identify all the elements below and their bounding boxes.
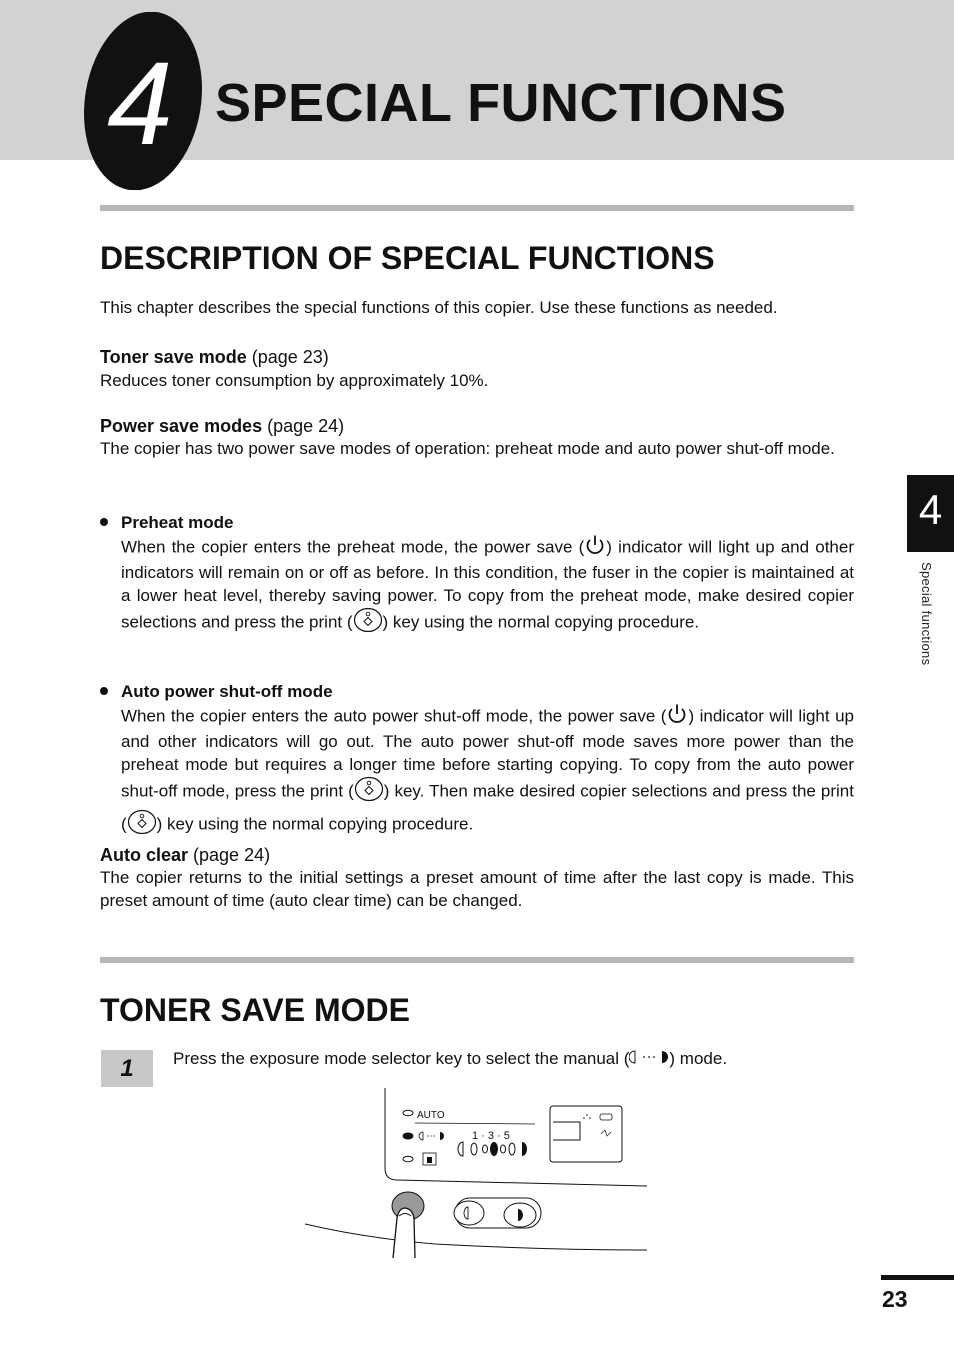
auto-off-text bbox=[121, 703, 854, 841]
step-number-badge: 1 bbox=[101, 1050, 153, 1087]
toner-save-page-ref: (page 23) bbox=[246, 347, 329, 367]
toner-save-title: Toner save mode bbox=[100, 347, 247, 367]
toner-save-heading bbox=[100, 346, 329, 368]
auto-off-text-2: ) indicator will light up and other indicators will go out. The auto power shut-off mode saves more power than the preheat mode but requires a longer time before starting copying. To copy from the auto power shut-off mode, press the print ( bbox=[121, 706, 854, 801]
preheat-text-3: ) key using the normal copying procedure. bbox=[382, 612, 700, 632]
description-intro: This chapter describes the special functions of this copier. Use these functions as needed. bbox=[100, 298, 778, 317]
section-divider bbox=[100, 205, 854, 211]
auto-label: AUTO bbox=[417, 1110, 445, 1121]
auto-clear-title: Auto clear bbox=[100, 845, 189, 865]
side-tab-number: 4 bbox=[918, 486, 943, 533]
power-save-title: Power save modes bbox=[100, 416, 263, 436]
page-number: 23 bbox=[882, 1286, 908, 1312]
manual-exposure-icon bbox=[629, 1049, 669, 1071]
description-section-title: DESCRIPTION OF SPECIAL FUNCTIONS bbox=[100, 240, 715, 276]
toner-save-section-title: TONER SAVE MODE bbox=[100, 992, 410, 1028]
side-tab-label: Special functions bbox=[919, 562, 934, 666]
section-divider bbox=[100, 957, 854, 963]
auto-indicator-lamp bbox=[403, 1110, 413, 1116]
preheat-text-1: When the copier enters the preheat mode, the power save ( bbox=[121, 537, 585, 557]
power-save-page-ref: (page 24) bbox=[262, 416, 345, 436]
chapter-number-badge bbox=[80, 12, 206, 190]
page-number-rule bbox=[881, 1275, 954, 1280]
chapter-side-tab bbox=[907, 475, 954, 552]
bullet-icon bbox=[100, 687, 108, 695]
chapter-number: 4 bbox=[107, 38, 173, 170]
power-save-icon bbox=[584, 534, 606, 562]
preheat-title: Preheat mode bbox=[121, 513, 234, 532]
chapter-title: SPECIAL FUNCTIONS bbox=[215, 73, 787, 133]
bullet-icon bbox=[100, 518, 108, 526]
auto-clear-page-ref: (page 24) bbox=[188, 845, 271, 865]
print-key-icon bbox=[353, 607, 383, 639]
step-text-1: Press the exposure mode selector key to select the manual ( bbox=[173, 1049, 630, 1068]
exposure-scale-label: 1 · 3 · 5 bbox=[472, 1130, 510, 1142]
lighter-key bbox=[454, 1201, 484, 1225]
auto-off-text-1: When the copier enters the auto power shut-off mode, the power save ( bbox=[121, 706, 667, 726]
auto-off-title: Auto power shut-off mode bbox=[121, 682, 333, 701]
control-panel-illustration bbox=[305, 1088, 655, 1260]
step-text-2: ) mode. bbox=[669, 1049, 728, 1068]
power-save-heading bbox=[100, 415, 344, 437]
print-key-icon bbox=[127, 809, 157, 841]
power-save-icon bbox=[666, 703, 688, 731]
auto-clear-heading bbox=[100, 844, 270, 866]
step-instruction bbox=[173, 1048, 727, 1071]
print-key-icon bbox=[354, 776, 384, 808]
preheat-text-2: ) indicator will light up and other indicators will remain on or off as before. In this condition, the fuser in the copier is maintained at a lower heat level, thereby saving power. To copy from the preheat mode, make desired copier selections and press the print ( bbox=[121, 537, 854, 632]
preheat-text bbox=[121, 534, 854, 640]
auto-clear-text: The copier returns to the initial settings a preset amount of time after the last copy is made. This preset amount of time (auto clear time) can be changed. bbox=[100, 868, 854, 910]
toner-save-text: Reduces toner consumption by approximately 10%. bbox=[100, 371, 489, 390]
photo-indicator-lamp bbox=[403, 1156, 413, 1162]
auto-off-text-3: ) key. Then make desired copier selections and press the print ( bbox=[121, 781, 854, 834]
power-save-text: The copier has two power save modes of operation: preheat mode and auto power shut-off mode. bbox=[100, 439, 835, 458]
auto-off-text-4: ) key using the normal copying procedure. bbox=[156, 814, 474, 834]
manual-indicator-lamp bbox=[403, 1133, 414, 1140]
